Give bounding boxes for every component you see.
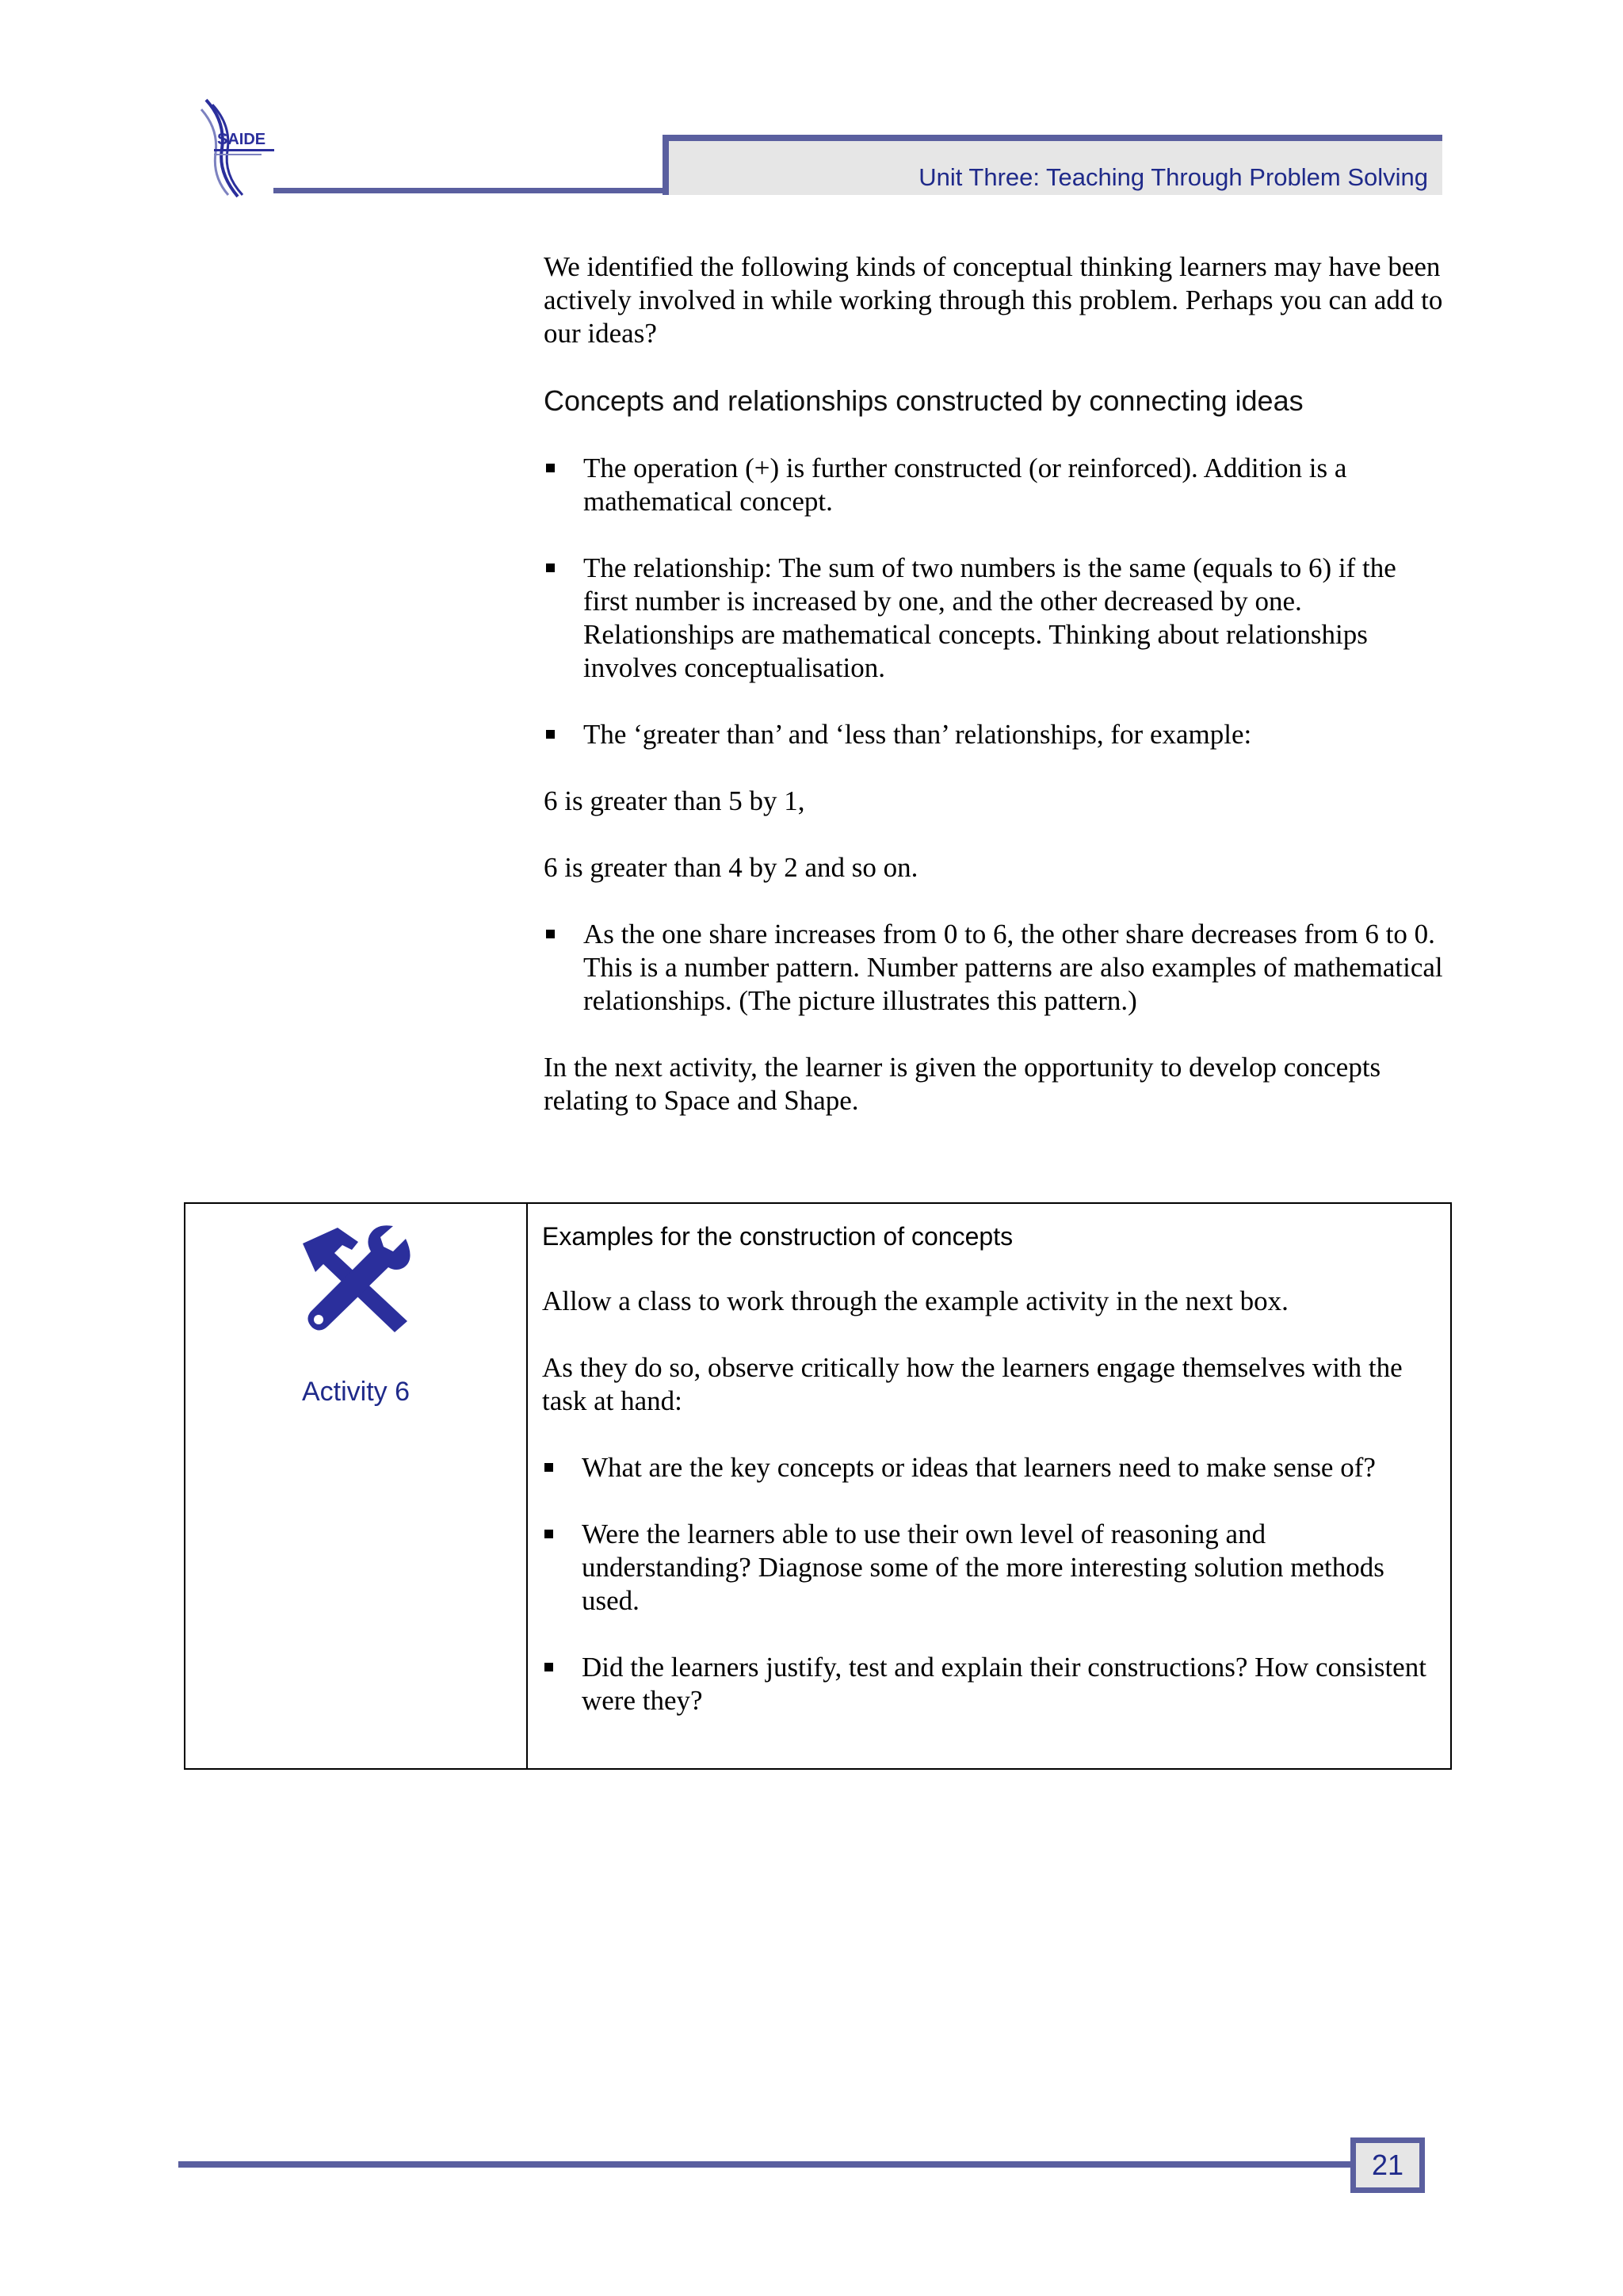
activity-box (184, 1202, 1452, 1770)
example-line: 6 is greater than 4 by 2 and so on. (544, 852, 918, 883)
header-banner (663, 135, 1442, 195)
logo-text: SAIDE (217, 131, 266, 148)
main-content (544, 250, 1447, 1151)
square-bullet-icon (546, 464, 555, 472)
list-item-text: As the one share increases from 0 to 6, the other share decreases from 6 to 0. This is a number pattern. Number patterns are also examples of mathematical relationships. (The picture illustrates this pattern.) (583, 919, 1443, 1016)
activity-heading: Examples for the construction of concepts (542, 1222, 1014, 1251)
square-bullet-icon (546, 930, 555, 938)
list-item (544, 452, 1447, 518)
example-line: 6 is greater than 5 by 1, (544, 785, 805, 816)
activity-question-list (542, 1451, 1434, 1717)
intro-paragraph: We identified the following kinds of conceptual thinking learners may have been actively involved in while working through this problem. Perhaps you can add to our ideas? (544, 251, 1443, 349)
footer-rule (178, 2161, 1355, 2168)
square-bullet-icon (546, 730, 555, 739)
list-item (542, 1518, 1434, 1618)
square-bullet-icon (544, 1663, 553, 1671)
square-bullet-icon (546, 563, 555, 572)
activity-paragraph: Allow a class to work through the example activity in the next box. (542, 1286, 1289, 1316)
activity-paragraph: As they do so, observe critically how the learners engage themselves with the task at hand: (542, 1352, 1403, 1416)
square-bullet-icon (544, 1463, 553, 1472)
list-item (544, 918, 1447, 1018)
tools-icon (296, 1223, 415, 1334)
header-rule (273, 188, 668, 193)
concept-list (544, 452, 1447, 751)
list-item-text: Did the learners justify, test and explain their constructions? How consistent were they? (582, 1652, 1426, 1716)
activity-content (542, 1220, 1434, 1717)
square-bullet-icon (544, 1530, 553, 1538)
header-title: Unit Three: Teaching Through Problem Solving (918, 163, 1428, 191)
list-item (544, 552, 1447, 685)
list-item-text: Were the learners able to use their own level of reasoning and understanding? Diagnose some of the more interesting solution methods used. (582, 1519, 1384, 1616)
concept-list-continued (544, 918, 1447, 1018)
list-item-text: The ‘greater than’ and ‘less than’ relationships, for example: (583, 719, 1252, 750)
section-heading: Concepts and relationships constructed by connecting ideas (544, 384, 1304, 417)
list-item-text: The operation (+) is further constructed (or reinforced). Addition is a mathematical concept. (583, 453, 1347, 517)
saide-logo (190, 94, 285, 201)
activity-label: Activity 6 (301, 1377, 411, 1407)
list-item (542, 1451, 1434, 1484)
list-item (542, 1651, 1434, 1717)
activity-sidebar (185, 1204, 528, 1768)
list-item-text: The relationship: The sum of two numbers is the same (equals to 6) if the first number is increased by one, and the other decreased by one. Relationships are mathematical concepts. Thinking about relationships involves conceptualisation. (583, 552, 1396, 683)
list-item (544, 718, 1447, 751)
page-number: 21 (1350, 2137, 1425, 2193)
closing-paragraph: In the next activity, the learner is given the opportunity to develop concepts relating to Space and Shape. (544, 1052, 1381, 1116)
saide-logo-graphic (190, 94, 285, 201)
list-item-text: What are the key concepts or ideas that learners need to make sense of? (582, 1452, 1376, 1483)
